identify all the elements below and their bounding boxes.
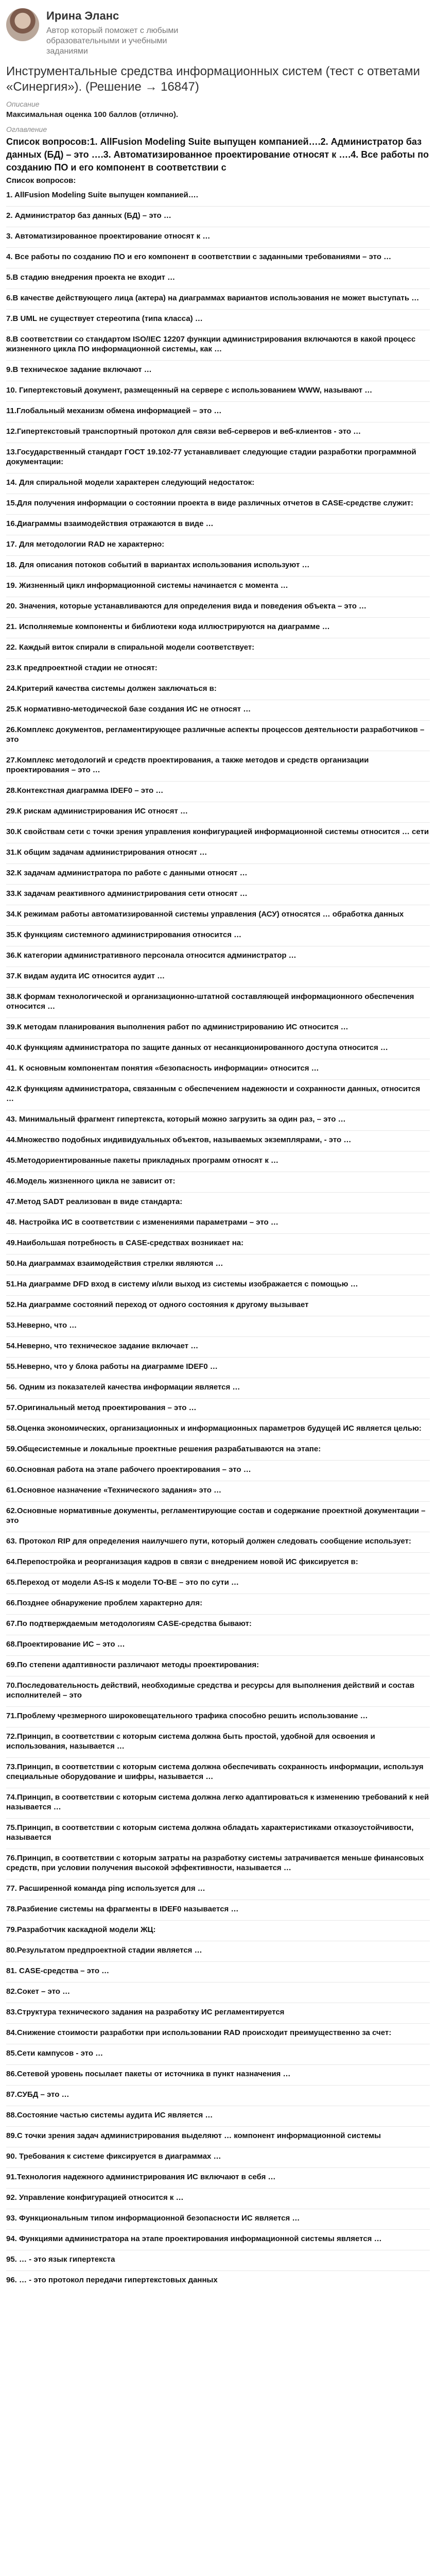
question-item: 9.В техническое задание включают … [6,360,430,381]
toc-label: Оглавление [6,125,47,133]
question-item: 96. … - это протокол передачи гипертекстовых данных [6,2270,430,2291]
question-list [6,190,430,2291]
question-item: 35.К функциям системного администрирования относится … [6,925,430,946]
page-title: Инструментальные средства информационных систем (тест с ответами «Синергия»). (Решение → 16847) [6,64,420,94]
question-item: 48. Настройка ИС в соответствии с изменениями параметрами – это … [6,1213,430,1233]
question-item: 95. … - это язык гипертекста [6,2250,430,2270]
question-item: 66.Позднее обнаружение проблем характерно для: [6,1594,430,1614]
question-item: 28.Контекстная диаграмма IDEF0 – это … [6,781,430,802]
question-item: 81. CASE-средства – это … [6,1961,430,1982]
question-item: 47.Метод SADT реализован в виде стандарта: [6,1192,430,1213]
question-item: 46.Модель жизненного цикла не зависит от: [6,1172,430,1192]
question-item: 14. Для спиральной модели характерен следующий недостаток: [6,473,430,494]
question-item: 3. Автоматизированное проектирование относят к … [6,227,430,247]
question-item: 8.В соответствии со стандартом ISO/IEC 12207 функции администрирования включаются в какой процесс жизненного цикла ПО информационной системы, как … [6,330,430,360]
description-label: Описание [6,100,40,108]
question-item: 56. Одним из показателей качества информации является … [6,1378,430,1398]
question-item: 12.Гипертекстовый транспортный протокол для связи веб-серверов и веб-клиентов - это … [6,422,430,443]
question-item: 17. Для методологии RAD не характерно: [6,535,430,555]
question-item: 33.К задачам реактивного администрирования сети относят … [6,884,430,905]
question-item: 63. Протокол RIP для определения наилучшего пути, который должен следовать сообщение использует: [6,1532,430,1552]
question-item: 51.На диаграмме DFD вход в систему и/или выход из системы изображается с помощью … [6,1275,430,1295]
question-item: 15.Для получения информации о состоянии проекта в виде различных отчетов в CASE-средстве служит: [6,494,430,514]
question-item: 38.К формам технологической и организационно-штатной составляющей информационного обеспечения относится … [6,987,430,1018]
question-item: 34.К режимам работы автоматизированной системы управления (АСУ) относятся … обработка данных [6,905,430,925]
question-item: 24.Критерий качества системы должен заключаться в: [6,679,430,700]
question-item: 67.По подтверждаемым методологиям CASE-средства бывают: [6,1614,430,1635]
question-item: 72.Принцип, в соответствии с которым система должна быть простой, удобной для освоения и использования, называется … [6,1727,430,1757]
question-item: 79.Разработчик каскадной модели ЖЦ: [6,1920,430,1941]
question-item: 30.К свойствам сети с точки зрения управления конфигурацией информационной системы относится … сети [6,822,430,843]
question-item: 10. Гипертекстовый документ, размещенный на сервере с использованием WWW, называют … [6,381,430,401]
author-description: Автор который поможет с любыми образовательными и учебными заданиями [46,26,179,56]
question-item: 1. AllFusion Modeling Suite выпущен компанией…. [6,191,198,199]
question-item: 62.Основные нормативные документы, регламентирующие состав и содержание проектной документации – это [6,1501,430,1532]
question-item: 68.Проектирование ИС – это … [6,1635,430,1655]
question-item: 52.На диаграмме состояний переход от одного состояния к другому вызывает [6,1295,430,1316]
question-item: 53.Неверно, что … [6,1316,430,1336]
question-item: 32.К задачам администратора по работе с данными относят … [6,863,430,884]
question-item: 86.Сетевой уровень посылает пакеты от источника в пункт назначения … [6,2064,430,2085]
question-item: 11.Глобальный механизм обмена информацией – это … [6,401,430,422]
question-item: 84.Снижение стоимости разработки при использовании RAD происходит преимущественно за счет: [6,2023,430,2044]
question-item: 71.Проблему чрезмерного широковещательного трафика способно решить использование … [6,1706,430,1727]
question-item: 76.Принцип, в соответствии с которым затраты на разработку системы затрачивается меньше финансовых средств, при условии получения высокой эффективности, называется … [6,1849,430,1879]
question-item: 37.К видам аудита ИС относится аудит … [6,967,430,987]
question-item: 44.Множество подобных индивидуальных объектов, называемых экземплярами, - это … [6,1130,430,1151]
author-info [46,8,201,57]
question-item: 70.Последовательность действий, необходимые средства и ресурсы для выполнения действий и состав исполнителей – это [6,1676,430,1706]
question-item: 25.К нормативно-методической базе создания ИС не относят … [6,700,430,720]
question-item: 82.Сокет – это … [6,1982,430,2003]
question-item: 90. Требования к системе фиксируется в диаграммах … [6,2147,430,2167]
question-item: 59.Общесистемные и локальные проектные решения разрабатываются на этапе: [6,1439,430,1460]
question-item: 16.Диаграммы взаимодействия отражаются в виде … [6,514,430,535]
question-item: 39.К методам планирования выполнения работ по администрированию ИС относится … [6,1018,430,1038]
question-item: 88.Состояние частью системы аудита ИС является … [6,2106,430,2126]
question-item: 20. Значения, которые устанавливаются для определения вида и поведения объекта – это … [6,597,430,617]
question-item: 83.Структура технического задания на разработку ИС регламентируется [6,2003,430,2023]
question-item: 65.Переход от модели AS-IS к модели TO-BE – это по сути … [6,1573,430,1594]
question-list-heading: Список вопросов: [6,176,76,185]
question-item: 80.Результатом предпроектной стадии является … [6,1941,430,1961]
avatar[interactable] [6,8,39,41]
question-item: 45.Методориентированные пакеты прикладных программ относят к … [6,1151,430,1172]
question-item: 13.Государственный стандарт ГОСТ 19.102-77 устанавливает следующие стадии разработки программной документации: [6,443,430,473]
question-item: 43. Минимальный фрагмент гипертекста, который можно загрузить за один раз, – это … [6,1110,430,1130]
question-item: 89.С точки зрения задач администрирования выделяют … компонент информационной системы [6,2126,430,2147]
question-item: 18. Для описания потоков событий в вариантах использования используют … [6,555,430,576]
question-item: 26.Комплекс документов, регламентирующее различные аспекты процессов деятельности разработчиков – это [6,720,430,751]
question-item: 74.Принцип, в соответствии с которым система должна легко адаптироваться к изменению требований к ней называется … [6,1788,430,1818]
question-item: 36.К категории административного персонала относится администратор … [6,946,430,967]
author-name[interactable]: Ирина Эланс [46,9,119,22]
question-item: 7.В UML не существует стереотипа (типа класса) … [6,309,430,330]
question-item: 2. Администратор баз данных (БД) – это … [6,206,430,227]
question-item: 75.Принцип, в соответствии с которым система должна обладать характеристиками отказоустойчивости, называется [6,1818,430,1849]
question-item: 22. Каждый виток спирали в спиральной модели соответствует: [6,638,430,658]
question-item: 69.По степени адаптивности различают методы проектирования: [6,1655,430,1676]
question-item: 61.Основное назначение «Технического задания» это … [6,1481,430,1501]
question-item: 23.К предпроектной стадии не относят: [6,658,430,679]
question-item: 54.Неверно, что техническое задание включает … [6,1336,430,1357]
question-item: 21. Исполняемые компоненты и библиотеки кода иллюстрируются на диаграмме … [6,617,430,638]
question-item: 5.В стадию внедрения проекта не входит … [6,268,430,289]
question-item: 64.Перепостройка и реорганизация кадров в связи с внедрением новой ИС фиксируется в: [6,1552,430,1573]
question-item: 93. Функциональным типом информационной безопасности ИС является … [6,2209,430,2229]
question-item: 92. Управление конфигурацией относится к … [6,2188,430,2209]
question-item: 40.К функциям администратора по защите данных от несанкционированного доступа относится … [6,1038,430,1059]
question-item: 57.Оригинальный метод проектирования – это … [6,1398,430,1419]
question-item: 31.К общим задачам администрирования относят … [6,843,430,863]
question-item: 85.Сети кампусов - это … [6,2044,430,2064]
question-item: 87.СУБД – это … [6,2085,430,2106]
question-item: 4. Все работы по созданию ПО и его компонент в соответствии с заданными требованиями – это … [6,247,430,268]
question-item: 27.Комплекс методологий и средств проектирования, а также методов и средств организации проектирования – это … [6,751,430,781]
question-item: 29.К рискам администрирования ИС относят … [6,802,430,822]
question-item: 19. Жизненный цикл информационной системы начинается с момента … [6,576,430,597]
question-item: 94. Функциями администратора на этапе проектирования информационной системы является … [6,2229,430,2250]
question-item: 50.На диаграммах взаимодействия стрелки являются … [6,1254,430,1275]
question-item: 42.К функциям администратора, связанным с обеспечением надежности и сохранности данных, относится … [6,1079,430,1110]
description-text: Максимальная оценка 100 баллов (отлично). [6,110,178,119]
question-item: 55.Неверно, что у блока работы на диаграмме IDEF0 … [6,1357,430,1378]
question-item: 49.Наибольшая потребность в CASE-средствах возникает на: [6,1233,430,1254]
question-item: 6.В качестве действующего лица (актера) на диаграммах вариантов использования не может выступать … [6,289,430,309]
question-item: 78.Разбиение системы на фрагменты в IDEF0 называется … [6,1900,430,1920]
question-item: 73.Принцип, в соответствии с которым система должна обеспечивать сохранность информации, используя специальные оборудование и шифры, называется … [6,1757,430,1788]
question-item: 77. Расширенной команда ping используется для … [6,1879,430,1900]
author-card [6,8,430,57]
question-item: 58.Оценка экономических, организационных и информационных параметров будущей ИС является целью: [6,1419,430,1439]
question-item: 91.Технология надежного администрирования ИС включают в себя … [6,2167,430,2188]
toc-heading: Список вопросов:1. AllFusion Modeling Suite выпущен компанией….2. Администратор баз данных (БД) – это ….3. Автоматизированное проектирование относят к ….4. Все работы по созданию ПО и его компонент в соответствии с [6,137,429,173]
question-item: 60.Основная работа на этапе рабочего проектирования – это … [6,1460,430,1481]
question-item: 41. К основным компонентам понятия «безопасность информации» относится … [6,1059,430,1079]
